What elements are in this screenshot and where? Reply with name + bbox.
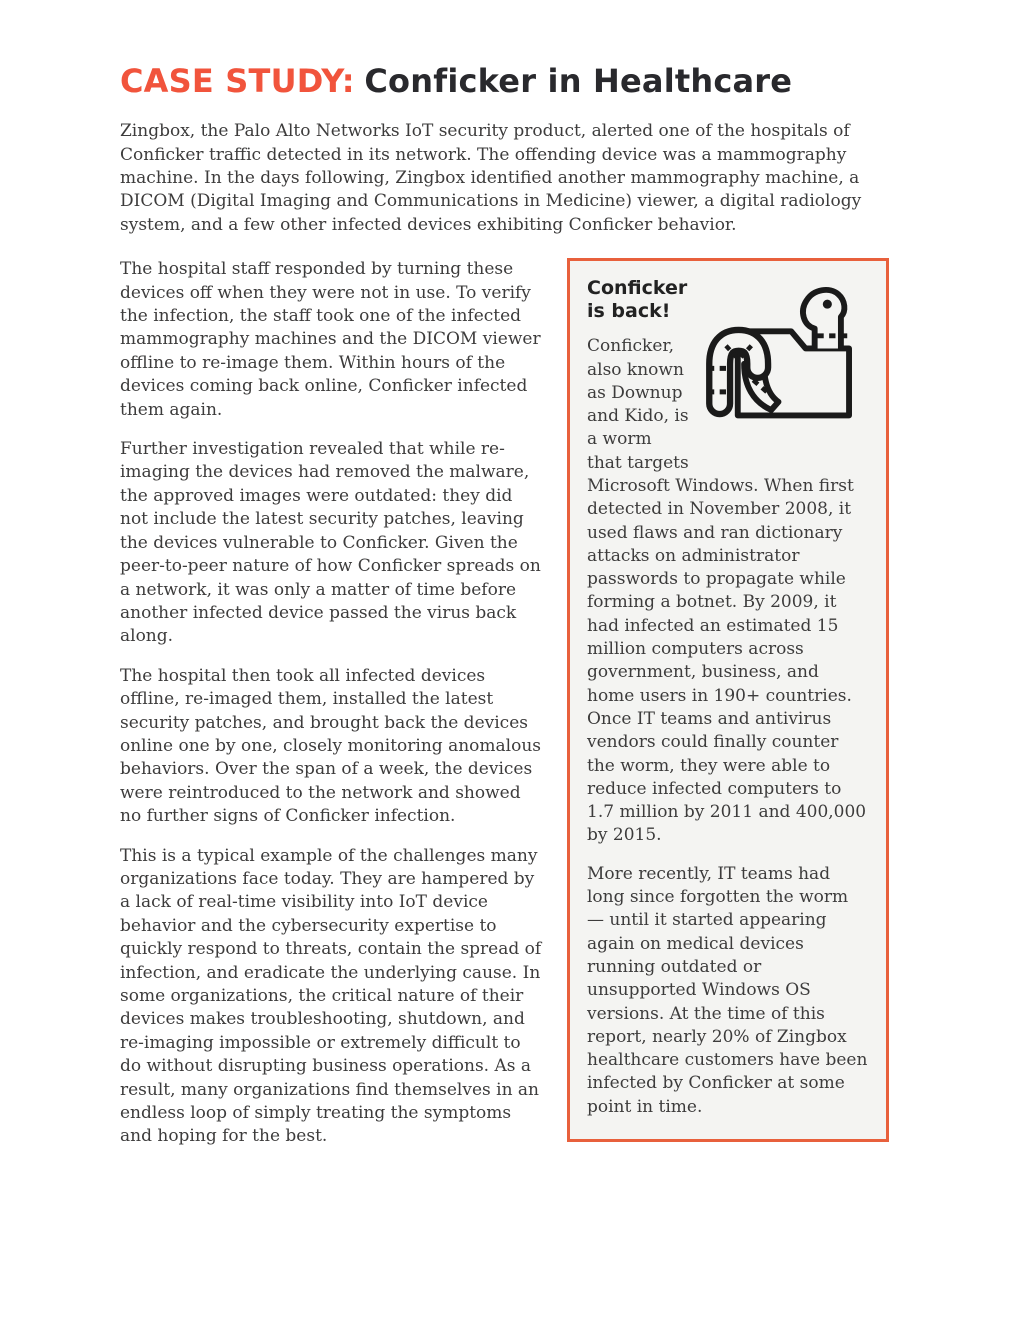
- body-paragraph-1: The hospital staff responded by turning these devices off when they were not in use. To verify the infection, the staff took one of the infected mammography machines and the DICOM viewer offline to re-image them. Within hours of the devices coming back online, Conficker infected them again.: [120, 259, 541, 420]
- body-paragraph-2: Further investigation revealed that while re-imaging the devices had removed the malware, the approved images were outdated: they did not include the latest security patches, leaving the devices vulnerable to Conficker. Given the peer-to-peer nature of how Conficker spreads on a network, it was only a matter of time before another infected device passed the virus back along.: [120, 439, 541, 647]
- callout-paragraph-1: Conficker, also known as Downup and Kido, is a worm that targets Microsoft Windows. When first detected in November 2008, it used flaws and ran dictionary attacks on administrator passwords to propagate while forming a botnet. By 2009, it had infected an estimated 15 million computers across government, business, and home users in 190+ countries. Once IT teams and antivirus vendors could finally counter the worm, they were able to reduce infected computers to 1.7 million by 2011 and 400,000 by 2015.: [587, 336, 867, 846]
- page-title-rest: Conficker in Healthcare: [364, 62, 793, 100]
- body-paragraph-3: The hospital then took all infected devices offline, re-imaged them, installed the latest security patches, and brought back the devices online one by one, closely monitoring anomalous behaviors. Over the span of a week, the devices were reintroduced to the network and showed no further signs of Conficker infection.: [120, 665, 542, 827]
- article-body: [120, 258, 545, 1165]
- two-column-layout: [120, 258, 890, 1165]
- worm-folder-icon: [697, 277, 869, 429]
- intro-paragraph: Zingbox, the Palo Alto Networks IoT security product, alerted one of the hospitals of Conficker traffic detected in its network. The offending device was a mammography machine. In the days following, Zingbox identified another mammography machine, a DICOM (Digital Imaging and Communications in Medicine) viewer, a digital radiology system, and a few other infected devices exhibiting Conficker behavior.: [120, 121, 862, 235]
- conficker-callout-box: [567, 258, 889, 1142]
- page-title: [120, 64, 890, 99]
- body-paragraph-4: This is a typical example of the challenges many organizations face today. They are hampered by a lack of real-time visibility into IoT device behavior and the cybersecurity expertise to quickly respond to threats, contain the spread of infection, and eradicate the underlying cause. In some organizations, the critical nature of their devices makes troubleshooting, shutdown, and re-imaging impossible or extremely difficult to do without disrupting business operations. As a result, many organizations find themselves in an endless loop of simply treating the symptoms and hoping for the best.: [120, 845, 542, 1147]
- callout-heading: Conficker is back!: [587, 277, 688, 323]
- page-title-prefix: CASE STUDY:: [120, 62, 355, 100]
- worm-eye: [823, 300, 832, 309]
- callout-paragraph-2: More recently, IT teams had long since forgotten the worm — until it started appearing again on medical devices running outdated or unsupported Windows OS versions. At the time of this report, nearly 20% of Zingbox healthcare customers have been infected by Conficker at some point in time.: [587, 863, 868, 1117]
- worm-head: [803, 290, 844, 349]
